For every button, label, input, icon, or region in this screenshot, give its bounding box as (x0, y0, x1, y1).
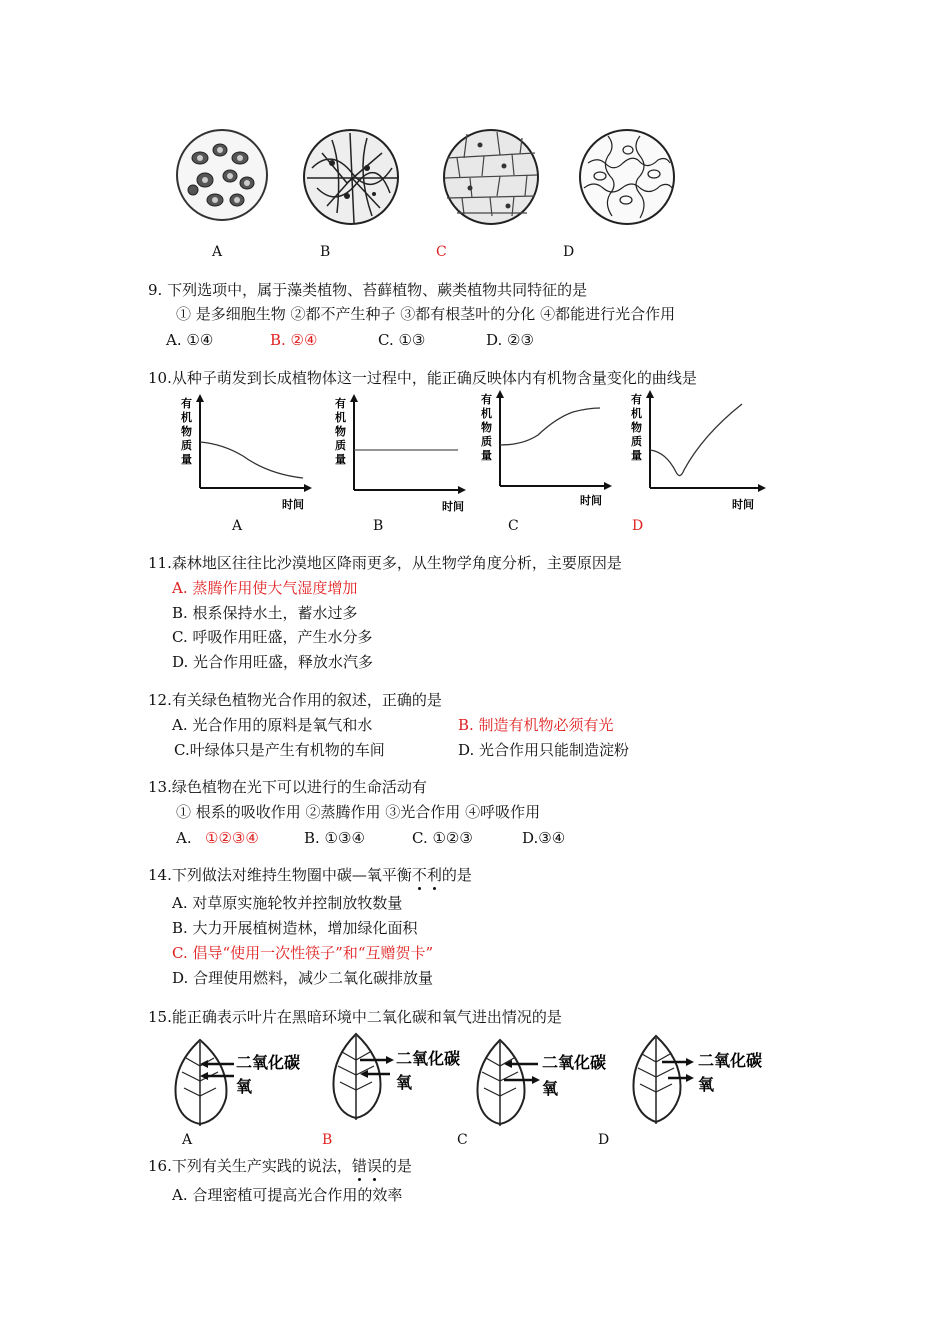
q11-option-a[interactable]: A. 蒸腾作用使大气湿度增加 (172, 579, 358, 597)
q13-option-a[interactable]: ①②③④ (205, 829, 259, 847)
leaf-d (628, 1032, 778, 1128)
onion-epidermis-image (442, 128, 540, 226)
svg-text:有: 有 (335, 397, 346, 410)
q11-option-d[interactable]: D. 光合作用旺盛，释放水汽多 (172, 653, 374, 671)
svg-text:有: 有 (481, 393, 492, 406)
svg-text:质: 质 (335, 439, 346, 452)
q15-label-d[interactable]: D (598, 1132, 610, 1148)
svg-text:质: 质 (181, 439, 192, 452)
graph-b (332, 394, 467, 514)
q13-items: ① 根系的吸收作用 ②蒸腾作用 ③光合作用 ④呼吸作用 (176, 803, 541, 821)
leaf-c (474, 1036, 614, 1128)
q9-option-d[interactable]: D. ②③ (486, 331, 534, 349)
q14-option-b[interactable]: B. 大力开展植树造林，增加绿化面积 (172, 919, 418, 937)
q12-option-a[interactable]: A. 光合作用的原料是氧气和水 (172, 716, 373, 734)
svg-text:物: 物 (481, 421, 492, 434)
q12-stem: 12.有关绿色植物光合作用的叙述，正确的是 (148, 691, 442, 709)
q9-items: ① 是多细胞生物 ②都不产生种子 ③都有根茎叶的分化 ④都能进行光合作用 (176, 305, 676, 323)
leaf-b (328, 1030, 468, 1122)
q8-label-b[interactable]: B (320, 244, 331, 260)
q10-label-a[interactable]: A (232, 518, 243, 534)
svg-text:机: 机 (335, 411, 346, 424)
q14-option-d[interactable]: D. 合理使用燃料，减少二氧化碳排放量 (172, 969, 434, 987)
q10-stem: 10.从种子萌发到长成植物体这一过程中，能正确反映体内有机物含量变化的曲线是 (148, 369, 697, 387)
q9-option-a[interactable]: A. ①④ (166, 331, 214, 349)
svg-text:物: 物 (631, 421, 642, 434)
svg-text:量: 量 (481, 449, 492, 462)
svg-text:氧: 氧 (698, 1075, 715, 1094)
q12-option-c[interactable]: C.叶绿体只是产生有机物的车间 (174, 741, 385, 759)
q8-label-d[interactable]: D (563, 244, 575, 260)
q13-option-d[interactable]: D.③④ (522, 829, 566, 847)
svg-text:有: 有 (631, 393, 642, 406)
nerve-tissue-image (302, 128, 402, 226)
q8-label-c[interactable]: C (436, 244, 447, 260)
q16-stem: 16.下列有关生产实践的说法，错误的是 (148, 1157, 412, 1175)
svg-text:氧: 氧 (236, 1077, 253, 1096)
q10-label-b[interactable]: B (373, 518, 384, 534)
svg-text:机: 机 (631, 407, 642, 420)
svg-text:机: 机 (181, 411, 192, 424)
svg-text:物: 物 (181, 425, 192, 438)
svg-text:物: 物 (335, 425, 346, 438)
svg-text:量: 量 (335, 453, 346, 466)
q13-stem: 13.绿色植物在光下可以进行的生命活动有 (148, 778, 427, 796)
graph-c (478, 390, 613, 510)
q9-stem: 9. 下列选项中，属于藻类植物、苔藓植物、蕨类植物共同特征的是 (148, 281, 588, 299)
svg-text:二氧化碳: 二氧化碳 (698, 1051, 763, 1070)
q9-option-b[interactable]: B. ②④ (270, 331, 318, 349)
q11-option-c[interactable]: C. 呼吸作用旺盛，产生水分多 (172, 628, 373, 646)
svg-text:二氧化碳: 二氧化碳 (542, 1053, 607, 1072)
q8-label-a[interactable]: A (212, 244, 223, 260)
q15-stem: 15.能正确表示叶片在黑暗环境中二氧化碳和氧气进出情况的是 (148, 1008, 562, 1026)
svg-text:氧: 氧 (396, 1073, 413, 1092)
svg-text:二氧化碳: 二氧化碳 (396, 1049, 461, 1068)
svg-text:二氧化碳: 二氧化碳 (236, 1053, 301, 1072)
svg-text:量: 量 (631, 449, 642, 462)
svg-text:氧: 氧 (542, 1079, 559, 1098)
leaf-epidermis-image (578, 128, 676, 226)
q15-label-b[interactable]: B (322, 1132, 333, 1148)
svg-text:时间: 时间 (442, 500, 464, 513)
svg-text:时间: 时间 (580, 494, 602, 507)
q11-stem: 11.森林地区往往比沙漠地区降雨更多，从生物学角度分析，主要原因是 (148, 554, 622, 572)
leaf-a (168, 1036, 301, 1128)
q11-option-b[interactable]: B. 根系保持水土，蓄水过多 (172, 604, 358, 622)
q10-label-d[interactable]: D (632, 518, 644, 534)
svg-text:时间: 时间 (282, 498, 304, 511)
svg-text:质: 质 (481, 435, 492, 448)
svg-text:时间: 时间 (732, 498, 754, 511)
q13-option-b[interactable]: B. ①③④ (304, 829, 365, 847)
q9-option-c[interactable]: C. ①③ (378, 331, 426, 349)
blood-cells-image (175, 128, 270, 223)
q13-option-c[interactable]: C. ①②③ (412, 829, 473, 847)
q12-option-d[interactable]: D. 光合作用只能制造淀粉 (458, 741, 630, 759)
q16-option-a[interactable]: A. 合理密植可提高光合作用的效率 (172, 1186, 403, 1204)
graph-a (178, 394, 313, 514)
svg-text:质: 质 (631, 435, 642, 448)
q15-label-c[interactable]: C (457, 1132, 468, 1148)
q12-option-b[interactable]: B. 制造有机物必须有光 (458, 716, 614, 734)
q14-option-a[interactable]: A. 对草原实施轮牧并控制放牧数量 (172, 894, 403, 912)
svg-text:机: 机 (481, 407, 492, 420)
q15-label-a[interactable]: A (182, 1132, 193, 1148)
graph-d (628, 390, 768, 514)
q14-option-c[interactable]: C. 倡导“使用一次性筷子”和“互赠贺卡” (172, 944, 434, 962)
svg-text:量: 量 (181, 453, 192, 466)
q10-label-c[interactable]: C (508, 518, 519, 534)
q14-stem: 14.下列做法对维持生物圈中碳—氧平衡不利的是 (148, 866, 472, 884)
svg-text:有: 有 (181, 397, 192, 410)
q13-option-a-prefix[interactable]: A. (176, 829, 192, 847)
